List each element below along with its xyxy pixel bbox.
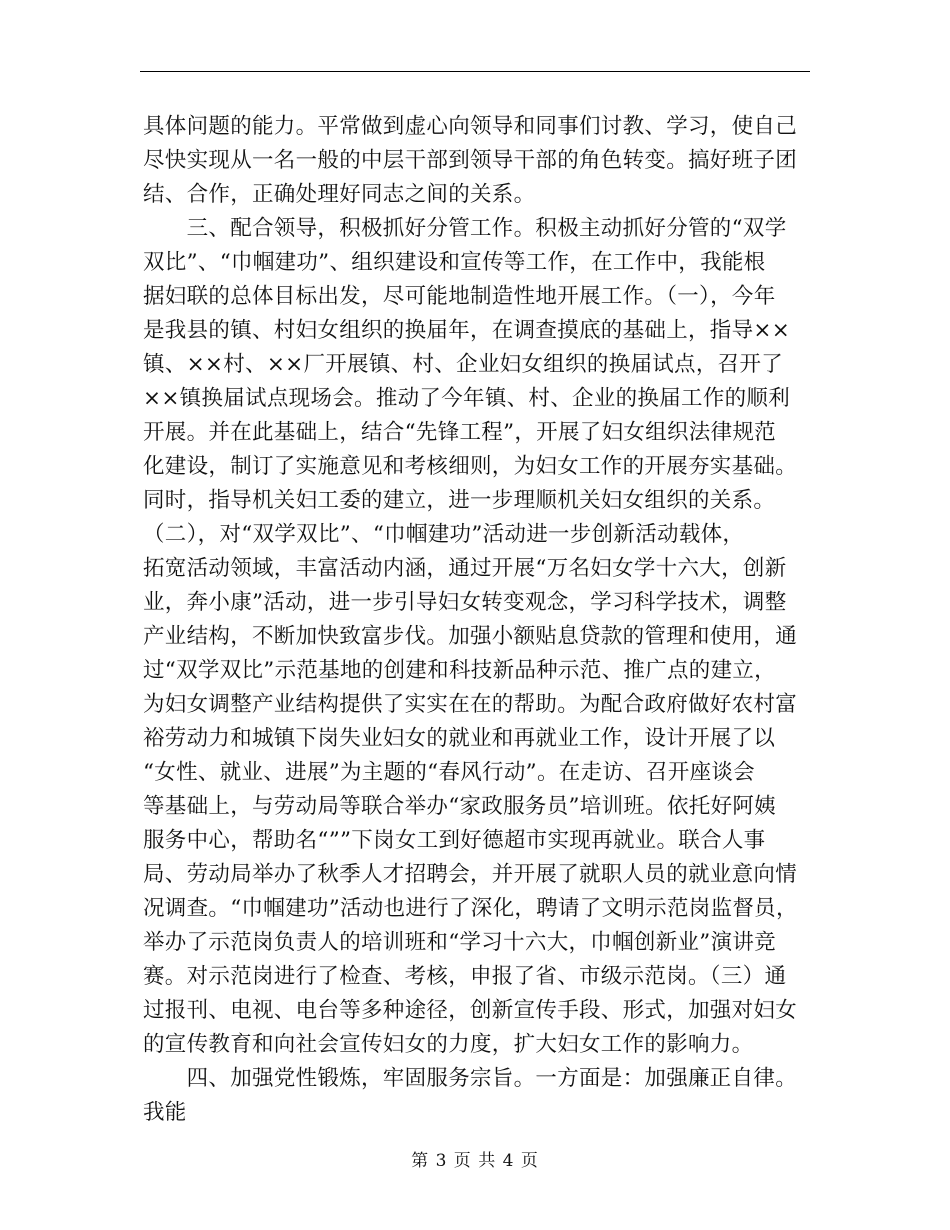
text-line: 举办了示范岗负责人的培训班和“学习十六大，巾帼创新业”演讲竞 (143, 930, 776, 955)
text-line: 的宣传教育和向社会宣传妇女的力度，扩大妇女工作的影响力。 (143, 1032, 754, 1057)
text-line: 况调查。“巾帼建功”活动也进行了深化，聘请了文明示范岗监督员， (143, 896, 798, 921)
text-line: 局、劳动局举办了秋季人才招聘会，并开展了就职人员的就业意向情 (143, 862, 798, 887)
text-line: 是我县的镇、村妇女组织的换届年，在调查摸底的基础上，指导×× (143, 318, 791, 343)
text-line: 据妇联的总体目标出发，尽可能地制造性地开展工作。（一），今年 (143, 284, 776, 309)
text-line: 双比”、“巾帼建功”、组织建设和宣传等工作，在工作中，我能根 (143, 250, 766, 275)
text-line: 我能 (143, 1100, 187, 1125)
text-line: 为妇女调整产业结构提供了实实在在的帮助。为配合政府做好农村富 (143, 692, 798, 717)
text-line: 拓宽活动领域，丰富活动内涵，通过开展“万名妇女学十六大，创新 (143, 556, 787, 581)
text-line: 业，奔小康”活动，进一步引导妇女转变观念，学习科学技术，调整 (143, 590, 787, 615)
text-line: 服务中心，帮助名“””下岗女工到好德超市实现再就业。联合人事 (143, 828, 766, 853)
text-line: 裕劳动力和城镇下岗失业妇女的就业和再就业工作，设计开展了以 (143, 726, 776, 751)
text-line: 尽快实现从一名一般的中层干部到领导干部的角色转变。搞好班子团 (143, 148, 798, 173)
text-line: （二），对“双学双比”、“巾帼建功”活动进一步创新活动载体， (143, 522, 745, 547)
text-line: 化建设，制订了实施意见和考核细则，为妇女工作的开展夯实基础。 (143, 454, 798, 479)
text-line: 结、合作，正确处理好同志之间的关系。 (143, 182, 536, 207)
text-line: 等基础上，与劳动局等联合举办“家政服务员”培训班。依托好阿姨 (143, 794, 776, 819)
text-line: 过“双学双比”示范基地的创建和科技新品种示范、推广点的建立， (143, 658, 776, 683)
text-line: 四、加强党性锻炼，牢固服务宗旨。一方面是：加强廉正自律。 (143, 1066, 798, 1091)
text-line: ××镇换届试点现场会。推动了今年镇、村、企业的换届工作的顺利 (143, 386, 791, 411)
text-line: 赛。对示范岗进行了检查、考核，申报了省、市级示范岗。（三）通 (143, 964, 787, 989)
text-line: 同时，指导机关妇工委的建立，进一步理顺机关妇女组织的关系。 (143, 488, 776, 513)
text-line: 产业结构，不断加快致富步伐。加强小额贴息贷款的管理和使用，通 (143, 624, 798, 649)
text-line: 过报刊、电视、电台等多种途径，创新宣传手段、形式，加强对妇女 (143, 998, 798, 1023)
text-line: “女性、就业、进展”为主题的“春风行动”。在走访、召开座谈会 (143, 760, 755, 785)
text-line: 三、配合领导，积极抓好分管工作。积极主动抓好分管的“双学 (143, 216, 787, 241)
text-line: 开展。并在此基础上，结合“先锋工程”，开展了妇女组织法律规范 (143, 420, 776, 445)
text-line: 镇、××村、××厂开展镇、村、企业妇女组织的换届试点，召开了 (143, 352, 784, 377)
text-line: 具体问题的能力。平常做到虚心向领导和同事们讨教、学习，使自己 (143, 114, 798, 139)
page-number: 第 3 页 共 4 页 (411, 1151, 539, 1171)
